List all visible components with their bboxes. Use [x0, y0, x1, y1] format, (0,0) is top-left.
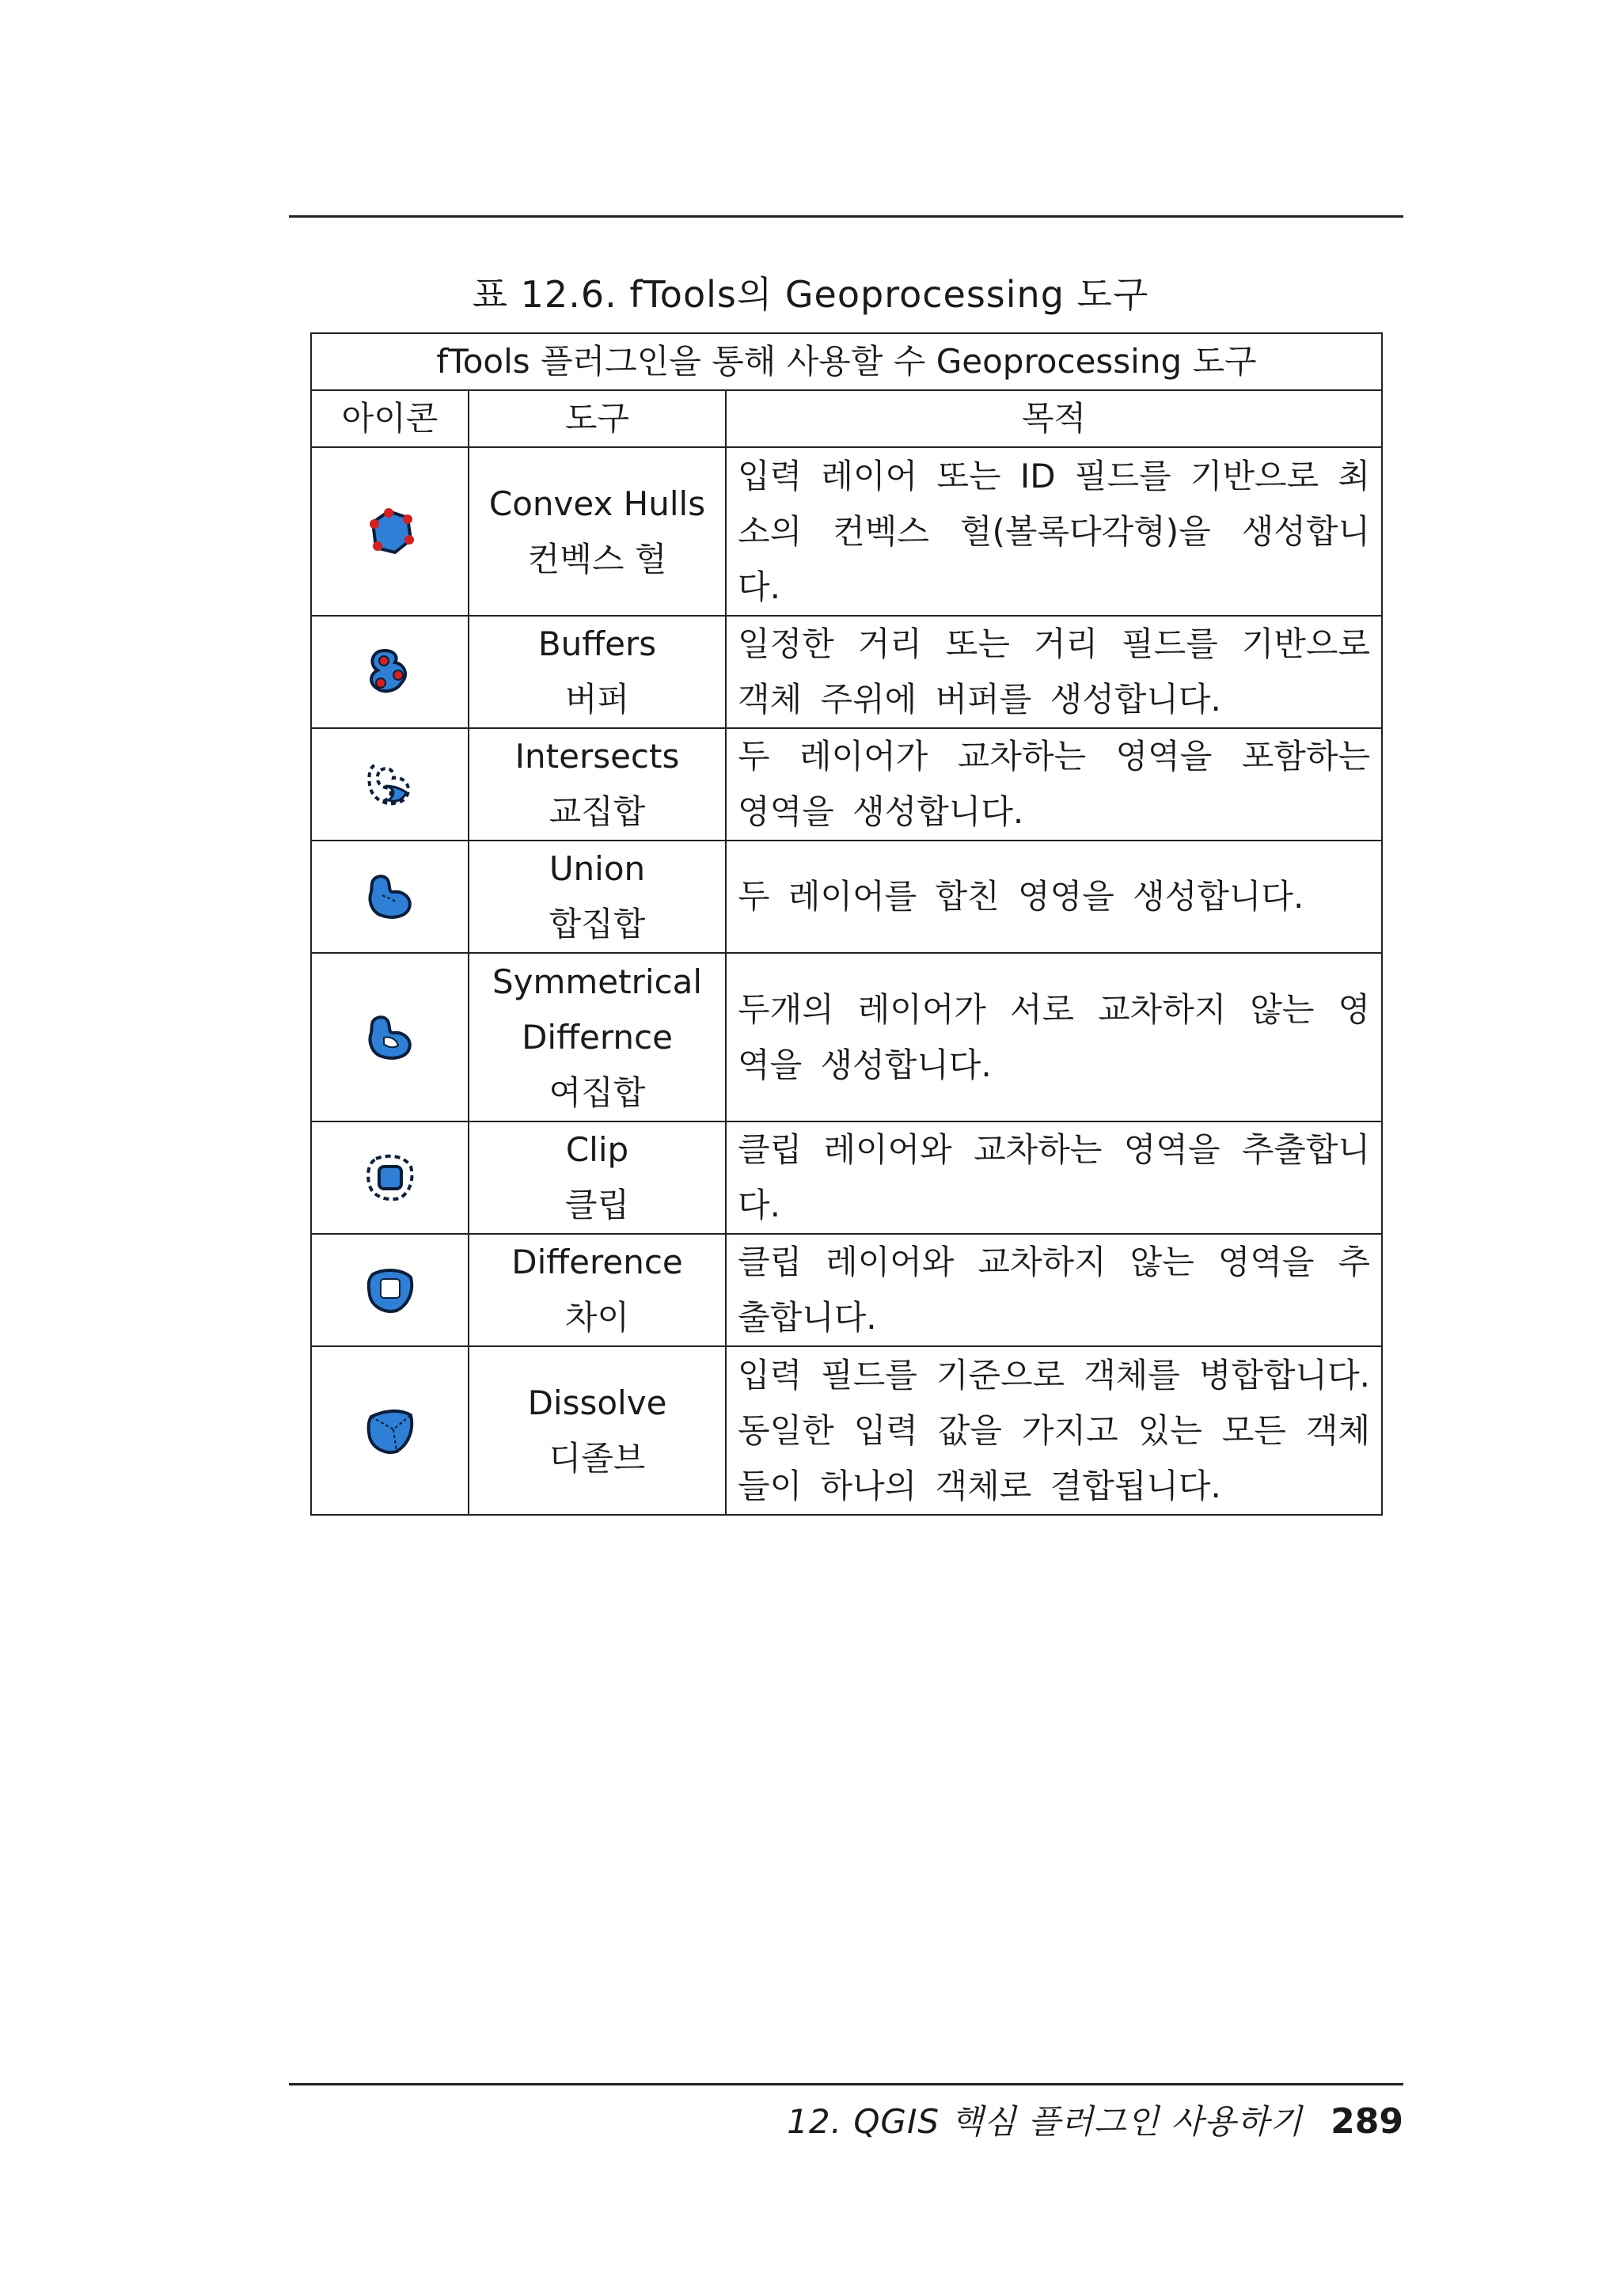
tool-description: 클립 레이어와 교차하는 영역을 추출합니다. [726, 1121, 1382, 1234]
tool-name-ko: 교집합 [549, 792, 646, 831]
buffers-icon [365, 647, 416, 697]
difference-icon [365, 1265, 416, 1315]
tool-description: 두 레이어가 교차하는 영역을 포함하는 영역을 생성합니다. [726, 728, 1382, 841]
tool-description: 일정한 거리 또는 거리 필드를 기반으로 객체 주위에 버퍼를 생성합니다. [726, 616, 1382, 728]
tool-description: 두개의 레이어가 서로 교차하지 않는 영역을 생성합니다. [726, 953, 1382, 1121]
table-caption [0, 266, 1621, 318]
table-row [311, 447, 1382, 616]
tool-description: 클립 레이어와 교차하지 않는 영역을 추출합니다. [726, 1234, 1382, 1346]
caption-text: 표 12.6. fTools의 Geoprocessing 도구 [472, 273, 1149, 316]
tool-name-ko: 디졸브 [549, 1438, 646, 1478]
tool-description: 두 레이어를 합친 영영을 생성합니다. [726, 841, 1382, 953]
table-title: fTools 플러그인을 통해 사용할 수 Geoprocessing 도구 [311, 333, 1382, 390]
union-icon [365, 871, 416, 922]
geoprocessing-table [310, 332, 1383, 1516]
table-row [311, 728, 1382, 841]
tool-name-ko: 여집합 [549, 1072, 646, 1112]
header-tool: 도구 [469, 390, 726, 447]
tool-name-ko: 차이 [564, 1298, 630, 1337]
convex-hull-icon [365, 507, 416, 557]
header-icon: 아이콘 [311, 390, 469, 447]
header-purpose: 목적 [726, 390, 1382, 447]
table-row [311, 1346, 1382, 1515]
tool-name-en-2: Differnce [522, 1017, 673, 1057]
dissolve-icon [365, 1406, 416, 1456]
intersect-icon [365, 759, 416, 810]
tool-name-en: Difference [511, 1243, 683, 1281]
symmetrical-difference-icon [365, 1012, 416, 1063]
table-row [311, 1121, 1382, 1234]
header-rule [289, 215, 1403, 218]
tool-name-en: Convex Hulls [488, 484, 706, 523]
clip-icon [365, 1152, 416, 1203]
table-row [311, 953, 1382, 1121]
tool-name-ko: 합집합 [549, 905, 646, 943]
tool-name-en: Dissolve [527, 1383, 667, 1422]
page-footer [0, 2096, 1403, 2143]
tool-name-en: Union [549, 849, 646, 888]
footer-rule [289, 2083, 1403, 2085]
tool-name-en: Intersects [514, 737, 680, 776]
tool-name-en: Clip [565, 1130, 629, 1169]
tool-name-en: Buffers [537, 624, 657, 663]
tool-name-en: Symmetrical [492, 962, 703, 1001]
tool-name-ko: 클립 [564, 1186, 630, 1224]
table-row [311, 616, 1382, 728]
table-row [311, 841, 1382, 953]
page-number: 289 [1331, 2101, 1403, 2142]
tool-description: 입력 레이어 또는 ID 필드를 기반으로 최소의 컨벡스 헐(볼록다각형)을 생성합니다. [726, 447, 1382, 616]
chapter-title: 12. QGIS 핵심 플러그인 사용하기 [787, 2102, 1303, 2141]
tool-description: 입력 필드를 기준으로 객체를 병합합니다. 동일한 입력 값을 가지고 있는 모든 객체들이 하나의 객체로 결합됩니다. [726, 1346, 1382, 1515]
tool-name-ko: 버퍼 [564, 680, 630, 719]
table-row [311, 1234, 1382, 1346]
tool-name-ko: 컨벡스 헐 [527, 539, 667, 579]
